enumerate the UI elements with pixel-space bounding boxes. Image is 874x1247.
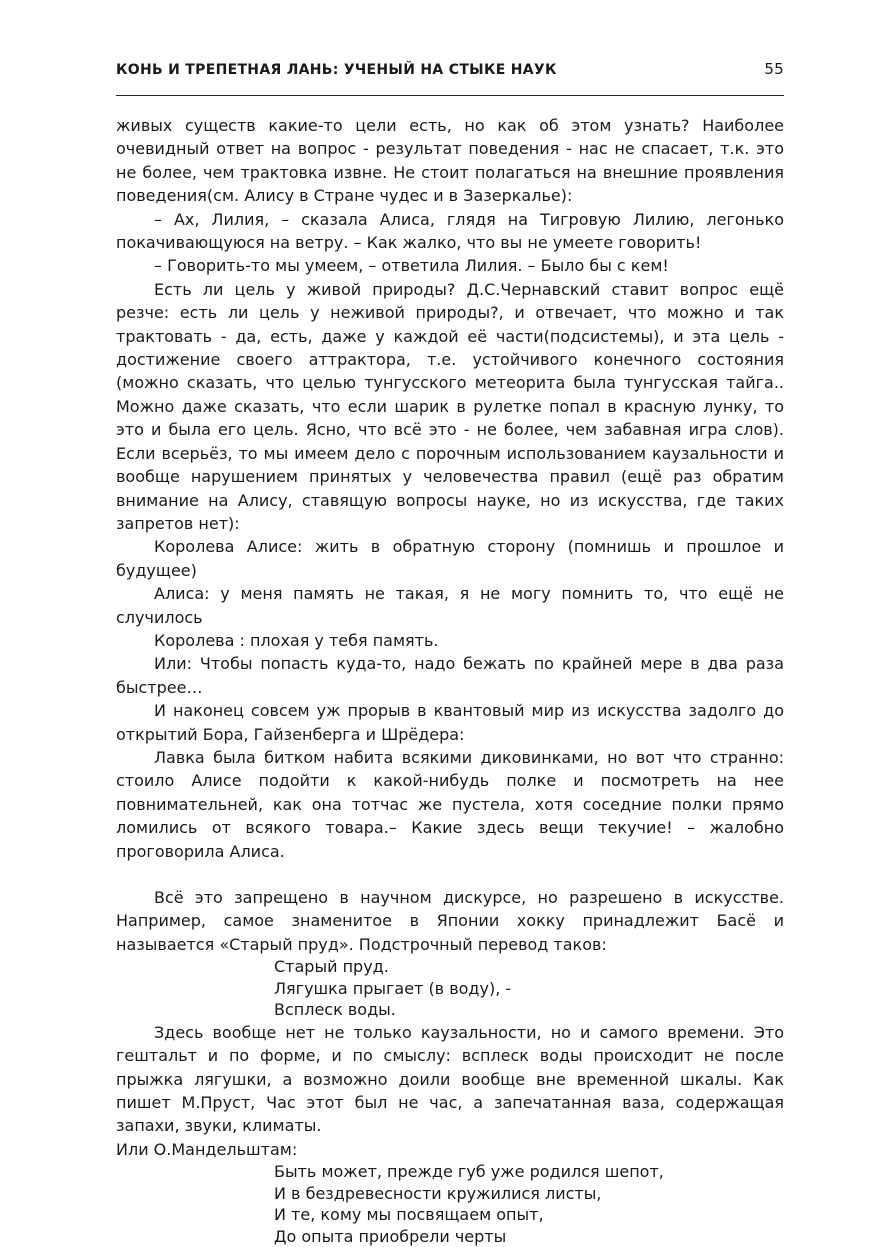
section-gap	[116, 863, 784, 886]
paragraph-7: Королева : плохая у тебя память.	[154, 630, 439, 650]
page-number: 55	[764, 60, 784, 78]
paragraph-3: – Говорить-то мы умеем, – ответила Лилия. – Было бы с кем!	[154, 256, 669, 276]
paragraph-6: Алиса: у меня память не такая, я не могу помнить то, что ещё не случилось	[116, 584, 784, 627]
poem	[116, 1161, 784, 1247]
poem-line: И в бездревесности кружилися листы,	[274, 1183, 602, 1203]
paragraph-8: Или: Чтобы попасть куда-то, надо бежать по крайней мере в два раза быстрее…	[116, 654, 784, 697]
paragraph-10: Лавка была битком набита всякими диковинками, но вот что странно: стоило Алисе подойти к какой-нибудь полке и посмотреть на нее повнимательней, как она тотчас же пустела, хотя соседние полки прямо ломились от всякого товара.– Какие здесь вещи текучие! – жалобно проговорила Алиса.	[116, 747, 784, 861]
running-title: КОНЬ И ТРЕПЕТНАЯ ЛАНЬ: УЧЕНЫЙ НА СТЫКЕ НАУК	[116, 62, 557, 78]
haiku-line: Всплеск воды.	[274, 1000, 396, 1020]
paragraph-4: Есть ли цель у живой природы? Д.С.Чернавский ставит вопрос ещё резче: есть ли цель у неживой природы?, и отвечает, что можно и так трактовать - да, есть, даже у каждой её части(подсистемы), и эта цель - достижение своего аттрактора, т.е. устойчивого конечного состояния (можно сказать, что целью тунгусского метеорита была тунгусская тайга.. Можно даже сказать, что если шарик в рулетке попал в красную лунку, то это и была его цель. Ясно, что всё это - не более, чем забавная игра слов). Если всерьёз, то мы имеем дело с порочным использованием каузальности и вообще нарушением принятых у человечества правил (ещё раз обратим внимание на Алису, ставящую вопросы науке, но из искусства, где таких запретов нет):	[116, 279, 784, 533]
paragraph-1: живых существ какие-то цели есть, но как об этом узнать? Наиболее очевидный ответ на вопрос - результат поведения - нас не спасает, т.к. это не более, чем трактовка извне. Не стоит полагаться на внешние проявления поведения(см. Алису в Стране чудес и в Зазеркалье):	[116, 116, 784, 206]
paragraph-9: И наконец совсем уж прорыв в квантовый мир из искусства задолго до открытий Бора, Гайзенберга и Шрёдера:	[116, 701, 784, 744]
haiku	[116, 956, 784, 1021]
poem-line: И те, кому мы посвящаем опыт,	[274, 1205, 544, 1225]
paragraph-11: Всё это запрещено в научном дискурсе, но разрешено в искусстве. Например, самое знаменитое в Японии хокку принадлежит Басё и называется «Старый пруд». Подстрочный перевод таков:	[116, 888, 784, 954]
paragraph-13: Или О.Мандельштам:	[116, 1139, 298, 1159]
paragraph-2: – Ах, Лилия, – сказала Алиса, глядя на Тигровую Лилию, легонько покачивающуюся на ветру. – Как жалко, что вы не умеете говорить!	[116, 209, 784, 253]
header-rule	[116, 95, 784, 96]
paragraph-12: Здесь вообще нет не только каузальности, но и самого времени. Это гештальт и по форме, и по смыслу: всплеск воды происходит не после прыжка лягушки, а возможно доили вообще вне временной шкалы. Как пишет М.Пруст, Час этот был не час, а запечатанная ваза, содержащая запахи, звуки, климаты.	[116, 1022, 784, 1136]
paragraph-5: Королева Алисе: жить в обратную сторону (помнишь и прошлое и будущее)	[116, 537, 784, 580]
haiku-line: Лягушка прыгает (в воду), -	[274, 978, 512, 998]
poem-line: Быть может, прежде губ уже родился шепот,	[274, 1162, 664, 1182]
haiku-line: Старый пруд.	[274, 957, 389, 977]
poem-line: До опыта приобрели черты	[274, 1226, 507, 1246]
page-body	[116, 114, 784, 1247]
